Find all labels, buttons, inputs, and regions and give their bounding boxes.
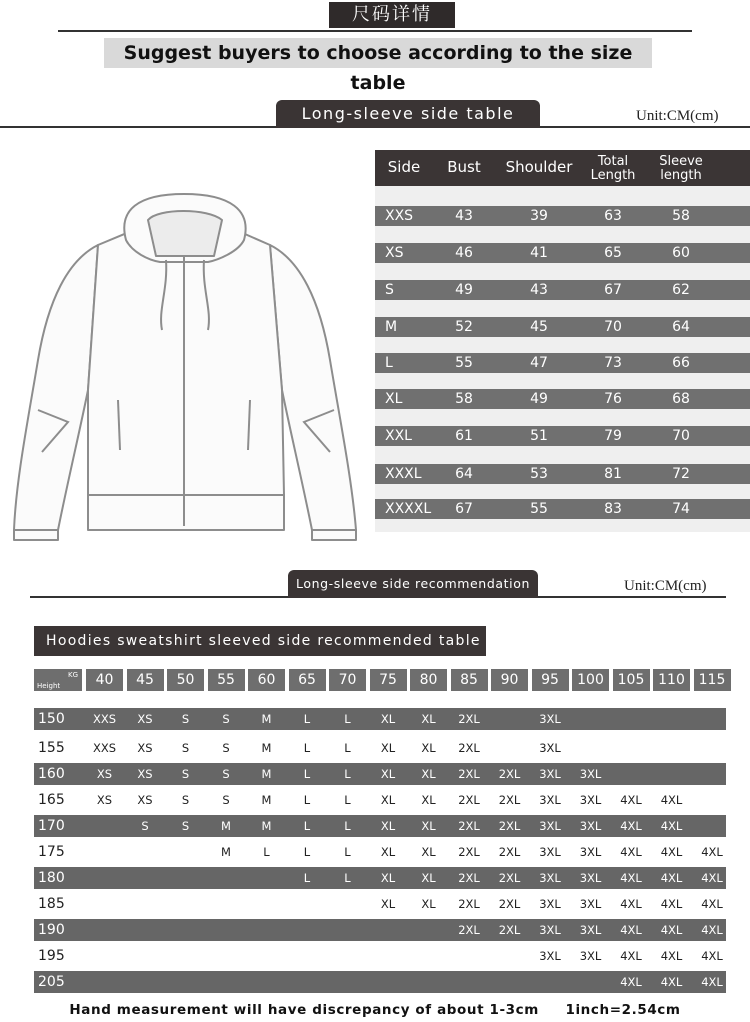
recommended-size-cell: XS <box>137 712 153 726</box>
recommended-size-cell: 4XL <box>701 897 723 911</box>
page-title-cn: 尺码详情 <box>329 2 455 28</box>
size-table-row <box>375 206 750 226</box>
recommended-size-cell: 2XL <box>458 897 480 911</box>
height-label: 165 <box>38 792 65 808</box>
recommended-size-cell: L <box>344 793 351 807</box>
recommended-size-cell: L <box>303 741 311 755</box>
size-table-row <box>375 280 750 300</box>
recommended-size-cell: XL <box>421 793 436 807</box>
size-value: 45 <box>530 319 548 335</box>
size-value: 79 <box>604 428 622 444</box>
weight-cell: 115 <box>694 669 731 691</box>
recommended-size-cell: 4XL <box>620 793 642 807</box>
size-value: 52 <box>455 319 473 335</box>
recommended-size-cell: 4XL <box>660 923 683 937</box>
size-table-row <box>375 243 750 263</box>
rec-table-row <box>34 919 726 941</box>
rec-table-row <box>34 841 726 863</box>
recommended-size-cell: 4XL <box>701 975 723 989</box>
recommended-size-cell: XL <box>421 897 436 911</box>
recommended-size-cell: 2XL <box>498 845 521 859</box>
recommended-size-cell: S <box>222 741 230 755</box>
size-value: 43 <box>455 208 473 224</box>
size-table-row <box>375 353 750 373</box>
col-sleeve-length: Sleeve length <box>659 154 703 183</box>
recommended-size-cell: S <box>181 793 190 807</box>
size-table-row <box>375 464 750 484</box>
recommended-size-cell: XS <box>137 767 153 781</box>
size-label: L <box>385 355 393 371</box>
recommended-size-cell: XL <box>380 741 396 755</box>
recommended-size-cell: XS <box>137 793 153 807</box>
recommended-size-cell: 3XL <box>579 949 602 963</box>
recommended-size-cell: XL <box>421 845 436 859</box>
recommended-size-cell: 4XL <box>701 923 723 937</box>
recommended-size-cell: 2XL <box>498 767 521 781</box>
weight-cell: 40 <box>86 669 123 691</box>
recommended-size-cell: 3XL <box>539 949 561 963</box>
size-value: 67 <box>455 501 473 517</box>
height-label: 155 <box>38 740 65 756</box>
size-value: 61 <box>455 428 473 444</box>
height-label: 205 <box>38 974 65 990</box>
recommended-size-cell: 4XL <box>701 845 723 859</box>
size-value: 67 <box>604 282 622 298</box>
recommended-size-cell: 2XL <box>458 793 480 807</box>
recommended-size-cell: 3XL <box>539 741 561 755</box>
size-value: 58 <box>672 208 690 224</box>
rec-table-tab: Long-sleeve side recommendation table <box>288 570 538 598</box>
recommended-size-cell: L <box>303 871 311 885</box>
size-value: 70 <box>672 428 690 444</box>
recommended-size-cell: 2XL <box>458 819 480 833</box>
recommended-size-cell: L <box>303 712 311 726</box>
recommended-size-cell: XS <box>96 767 113 781</box>
recommended-size-cell: 4XL <box>660 949 683 963</box>
header-divider <box>58 30 692 32</box>
recommended-size-cell: 4XL <box>620 845 642 859</box>
size-label: S <box>385 282 394 298</box>
recommended-size-cell: M <box>261 793 272 807</box>
corner-height-label: Height <box>37 682 61 690</box>
size-value: 73 <box>604 355 622 371</box>
recommended-size-cell: 4XL <box>620 923 642 937</box>
recommended-size-cell: XS <box>137 741 153 755</box>
recommended-size-cell: M <box>221 819 231 833</box>
size-value: 51 <box>530 428 548 444</box>
size-value: 55 <box>530 501 548 517</box>
size-value: 74 <box>672 501 690 517</box>
recommended-size-cell: XL <box>421 871 436 885</box>
weight-cell: 80 <box>410 669 447 691</box>
recommended-size-cell: M <box>261 767 272 781</box>
height-label: 160 <box>38 766 65 782</box>
recommended-size-cell: 4XL <box>620 975 642 989</box>
size-value: 49 <box>455 282 473 298</box>
recommended-size-cell: L <box>344 767 351 781</box>
recommended-size-cell: 4XL <box>620 897 642 911</box>
recommended-size-cell: M <box>221 845 231 859</box>
size-value: 76 <box>604 391 622 407</box>
recommended-size-cell: 3XL <box>579 923 602 937</box>
recommended-size-cell: XL <box>421 767 436 781</box>
recommended-size-cell: 2XL <box>498 819 521 833</box>
weight-cell: 100 <box>572 669 609 691</box>
size-value: 60 <box>672 245 690 261</box>
size-table-row <box>375 499 750 519</box>
weight-cell: 110 <box>653 669 690 691</box>
size-value: 64 <box>672 319 690 335</box>
rec-unit-label: Unit:CM(cm) <box>624 578 707 594</box>
weight-cell: 55 <box>208 669 245 691</box>
subtitle-banner: Suggest buyers to choose according to the size table <box>104 38 652 68</box>
recommended-size-cell: L <box>344 741 351 755</box>
col-total-length: Total Length <box>590 154 636 183</box>
size-value: 68 <box>672 391 690 407</box>
recommended-size-cell: S <box>222 712 230 726</box>
recommended-size-cell: 3XL <box>539 712 561 726</box>
size-value: 49 <box>530 391 548 407</box>
recommended-size-cell: XL <box>380 767 396 781</box>
recommended-size-cell: 3XL <box>579 897 602 911</box>
height-label: 170 <box>38 818 65 834</box>
recommended-size-cell: L <box>263 845 270 859</box>
footer-note: Hand measurement will have discrepancy of about 1-3cm 1inch=2.54cm <box>69 1002 681 1018</box>
size-value: 53 <box>530 466 548 482</box>
recommended-size-cell: 2XL <box>458 767 480 781</box>
rec-table-row <box>34 867 726 889</box>
size-table-tab: Long-sleeve side table <box>276 100 540 128</box>
recommended-size-cell: 4XL <box>701 871 723 885</box>
size-table-row <box>375 389 750 409</box>
recommended-size-cell: XL <box>380 871 396 885</box>
size-label: XXXXL <box>385 501 432 517</box>
size-value: 39 <box>530 208 548 224</box>
recommended-size-cell: 4XL <box>660 871 683 885</box>
recommended-size-cell: S <box>181 767 190 781</box>
height-label: 190 <box>38 922 65 938</box>
recommended-size-cell: XL <box>380 793 396 807</box>
height-label: 175 <box>38 844 65 860</box>
height-label: 150 <box>38 711 65 727</box>
size-label: M <box>385 319 398 335</box>
weight-cell: 90 <box>491 669 528 691</box>
recommended-size-cell: 4XL <box>660 897 683 911</box>
size-table-header <box>375 150 750 186</box>
size-label: XL <box>385 391 403 407</box>
rec-table-title: Hoodies sweatshirt sleeved side recommended table <box>34 626 486 656</box>
size-value: 81 <box>604 466 622 482</box>
height-label: 195 <box>38 948 65 964</box>
recommended-size-cell: 3XL <box>539 871 561 885</box>
rec-table-row <box>34 971 726 993</box>
recommended-size-cell: 3XL <box>579 819 602 833</box>
size-table-row <box>375 426 750 446</box>
recommended-size-cell: S <box>222 767 230 781</box>
weight-cell: 65 <box>289 669 326 691</box>
rec-table-row <box>34 815 726 837</box>
weight-cell: 105 <box>613 669 650 691</box>
recommended-size-cell: 4XL <box>660 819 683 833</box>
recommended-size-cell: XL <box>421 819 436 833</box>
recommended-size-cell: 3XL <box>579 767 602 781</box>
recommended-size-cell: XXS <box>92 712 117 726</box>
size-label: XXXL <box>385 466 422 482</box>
recommended-size-cell: S <box>222 793 230 807</box>
recommended-size-cell: XL <box>421 712 436 726</box>
recommended-size-cell: S <box>181 712 190 726</box>
recommended-size-cell: 3XL <box>539 897 561 911</box>
recommended-size-cell: XL <box>380 712 396 726</box>
recommended-size-cell: 2XL <box>458 712 480 726</box>
col-bust: Bust <box>447 158 481 176</box>
size-value: 55 <box>455 355 473 371</box>
size-label: XXS <box>385 208 414 224</box>
rec-table-row <box>34 893 726 915</box>
recommended-size-cell: L <box>303 819 311 833</box>
height-label: 185 <box>38 896 65 912</box>
recommended-size-cell: 3XL <box>539 923 561 937</box>
recommended-size-cell: 4XL <box>620 819 642 833</box>
weight-cell: 50 <box>167 669 204 691</box>
weight-cell: 45 <box>127 669 164 691</box>
recommended-size-cell: S <box>181 819 190 833</box>
recommended-size-cell: 3XL <box>539 845 561 859</box>
size-value: 64 <box>455 466 473 482</box>
rec-table-row <box>34 737 726 759</box>
size-label: XXL <box>385 428 412 444</box>
size-value: 72 <box>672 466 690 482</box>
size-value: 65 <box>604 245 622 261</box>
size-value: 58 <box>455 391 473 407</box>
recommended-size-cell: 4XL <box>660 975 683 989</box>
recommended-size-cell: 3XL <box>579 871 602 885</box>
hoodie-illustration <box>8 190 364 542</box>
recommended-size-cell: 4XL <box>620 949 642 963</box>
recommended-size-cell: M <box>261 712 272 726</box>
recommended-size-cell: 2XL <box>498 897 521 911</box>
recommended-size-cell: 2XL <box>458 923 480 937</box>
rec-table-row <box>34 708 726 730</box>
rec-table-row <box>34 789 726 811</box>
weight-cell: 85 <box>451 669 488 691</box>
size-value: 43 <box>530 282 548 298</box>
size-value: 63 <box>604 208 622 224</box>
corner-kg-label: KG <box>67 671 78 679</box>
rec-table-row <box>34 763 726 785</box>
recommended-size-cell: XL <box>380 897 396 911</box>
weight-cell: 75 <box>370 669 407 691</box>
height-label: 180 <box>38 870 65 886</box>
size-value: 70 <box>604 319 622 335</box>
size-value: 46 <box>455 245 473 261</box>
size-label: XS <box>385 245 404 261</box>
size-unit-label: Unit:CM(cm) <box>636 108 719 124</box>
recommended-size-cell: 3XL <box>579 793 602 807</box>
recommended-size-cell: 3XL <box>539 767 561 781</box>
recommended-size-cell: 3XL <box>539 819 561 833</box>
recommended-size-cell: L <box>344 819 351 833</box>
recommended-size-cell: 2XL <box>458 741 480 755</box>
recommended-size-cell: M <box>261 819 272 833</box>
recommended-size-cell: 2XL <box>458 871 480 885</box>
size-table-row <box>375 317 750 337</box>
recommended-size-cell: 3XL <box>579 845 602 859</box>
col-shoulder: Shoulder <box>505 158 573 176</box>
weight-cell: 70 <box>329 669 366 691</box>
rec-table-row <box>34 945 726 967</box>
recommended-size-cell: 4XL <box>660 793 683 807</box>
recommended-size-cell: L <box>344 845 351 859</box>
recommended-size-cell: L <box>303 767 311 781</box>
recommended-size-cell: XL <box>380 819 396 833</box>
size-value: 47 <box>530 355 548 371</box>
size-value: 66 <box>672 355 690 371</box>
recommended-size-cell: 2XL <box>458 845 480 859</box>
weight-cell: 60 <box>248 669 285 691</box>
recommended-size-cell: L <box>344 712 351 726</box>
recommended-size-cell: 3XL <box>539 793 561 807</box>
recommended-size-cell: L <box>303 845 311 859</box>
recommended-size-cell: 2XL <box>498 923 521 937</box>
recommended-size-cell: XS <box>96 793 113 807</box>
recommended-size-cell: 4XL <box>701 949 723 963</box>
recommended-size-cell: 4XL <box>620 871 642 885</box>
size-value: 83 <box>604 501 622 517</box>
recommended-size-cell: XL <box>380 845 396 859</box>
recommended-size-cell: 2XL <box>498 793 521 807</box>
recommended-size-cell: 4XL <box>660 845 683 859</box>
recommended-size-cell: S <box>181 741 190 755</box>
recommended-size-cell: XL <box>421 741 436 755</box>
recommended-size-cell: XXS <box>92 741 117 755</box>
size-value: 62 <box>672 282 690 298</box>
recommended-size-cell: 2XL <box>498 871 521 885</box>
recommended-size-cell: L <box>344 871 351 885</box>
col-side: Side <box>387 158 421 176</box>
weight-cell: 95 <box>532 669 569 691</box>
recommended-size-cell: L <box>303 793 311 807</box>
recommended-size-cell: M <box>261 741 272 755</box>
height-kg-corner <box>34 669 82 691</box>
recommended-size-cell: S <box>141 819 149 833</box>
size-value: 41 <box>530 245 548 261</box>
